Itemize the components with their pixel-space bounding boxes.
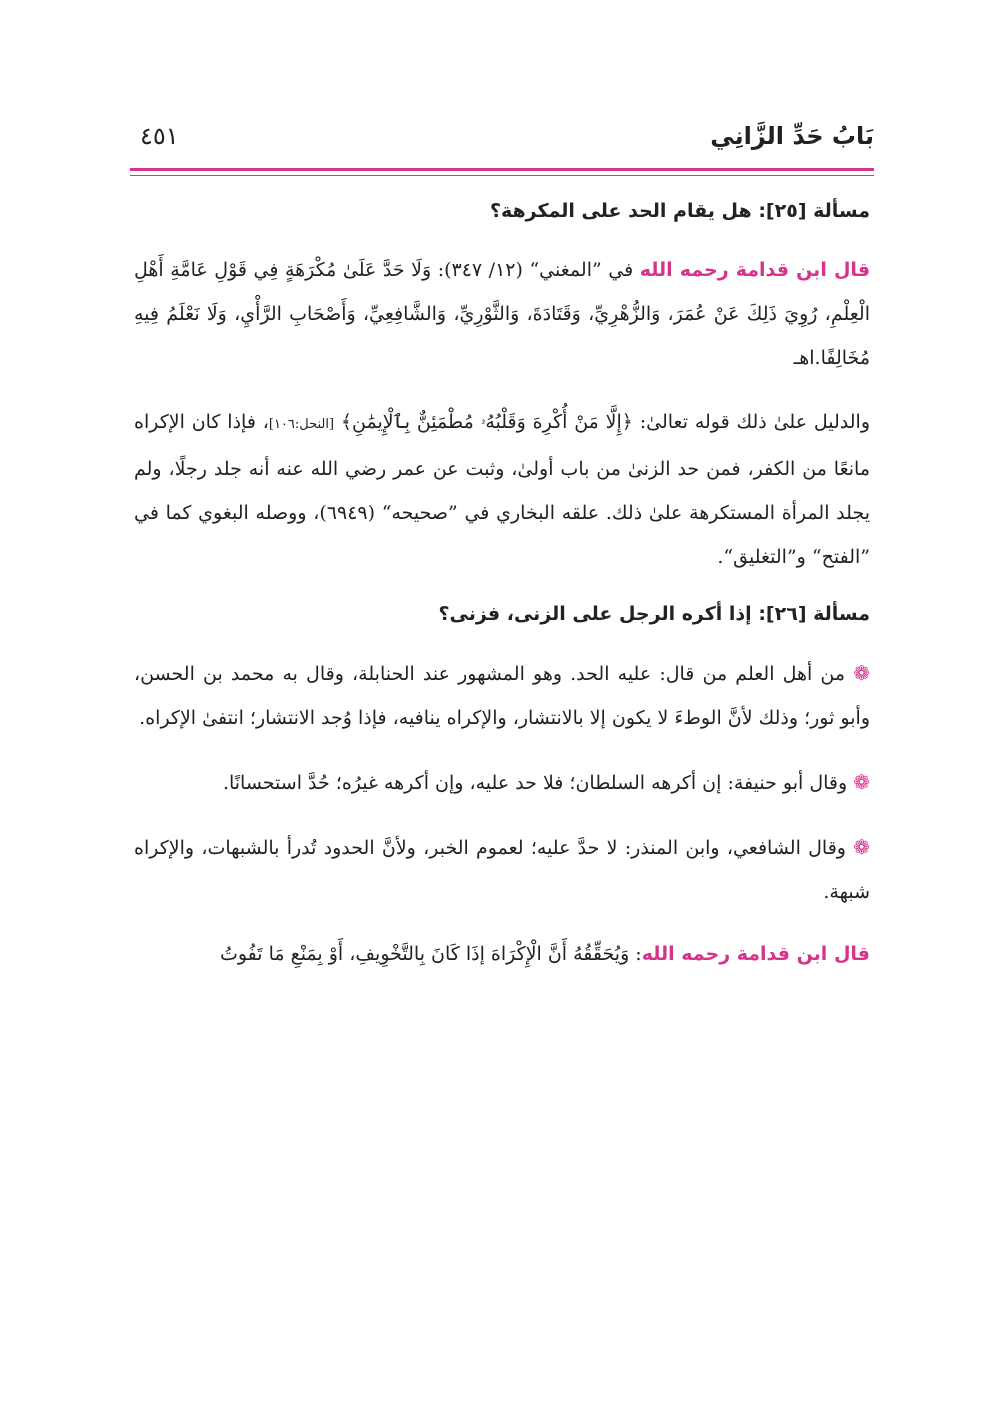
issue-label: مسألة [٢٦]: <box>758 603 870 625</box>
quote-text: : وَيُحَقِّقُهُ أَنَّ الْإِكْرَاهَ إذَا كَانَ بِالتَّخْوِيفِ، أَوْ بِمَنْعِ مَا تَفُوتُ <box>219 943 642 965</box>
quote-paragraph <box>134 932 870 976</box>
issue-title: هل يقام الحد على المكرهة؟ <box>489 200 752 222</box>
evidence-text-continued: ، فإذا كان الإكراه مانعًا من الكفر، فمن حد الزنىٰ من باب أولىٰ، وثبت عن عمر رضي الله عنه أنه جلد رجلًا، ولم يجلد المرأة المستكرهة علىٰ ذلك. علقه البخاري في ”صحيحه“ (٦٩٤٩)، ووصله البغوي كما في ”الفتح“ و”التغليق“. <box>134 411 871 568</box>
opinion-item <box>134 651 870 740</box>
issue-label: مسألة [٢٥]: <box>758 200 870 222</box>
quote-paragraph <box>134 248 870 380</box>
flower-bullet-icon: ❁ <box>853 770 870 794</box>
page-header <box>130 122 874 168</box>
running-title: بَابُ حَدِّ الزَّانِي <box>710 122 874 150</box>
header-rule-thick <box>130 168 874 171</box>
opinion-text: وقال الشافعي، وابن المنذر: لا حدَّ عليه؛ لعموم الخبر، ولأنَّ الحدود تُدرأ بالشبهات، والإكراه شبهة. <box>134 837 870 903</box>
opinion-item <box>134 760 870 805</box>
issue-heading-25 <box>134 196 870 226</box>
evidence-paragraph <box>134 400 870 579</box>
header-rule-thin <box>130 175 874 176</box>
quoted-author: قال ابن قدامة رحمه الله <box>639 259 871 281</box>
opinion-text: من أهل العلم من قال: عليه الحد. وهو المشهور عند الحنابلة، وقال به محمد بن الحسن، وأبو ثور؛ وذلك لأنَّ الوطءَ لا يكون إلا بالانتشار، والإكراه ينافيه، فإذا وُجد الانتشار؛ انتفىٰ الإكراه. <box>134 663 870 729</box>
verse-reference: [النحل:١٠٦] <box>268 417 335 432</box>
opinion-item <box>134 825 870 914</box>
quote-text: في ”المغني“ (١٢/ ٣٤٧): وَلَا حَدَّ عَلَىٰ مُكْرَهَةٍ فِي قَوْلِ عَامَّةِ أَهْلِ الْعِلْمِ، رُوِيَ ذَلِكَ عَنْ عُمَرَ، وَالزُّهْرِيِّ، وَقَتَادَةَ، وَالثَّوْرِيِّ، وَالشَّافِعِيِّ، وَأَصْحَابِ الرَّأْيِ، وَلَا نَعْلَمُ فِيهِ مُخَالِفًا.اهـ <box>134 259 870 369</box>
flower-bullet-icon: ❁ <box>853 835 870 859</box>
quoted-author: قال ابن قدامة رحمه الله <box>641 943 870 965</box>
issue-heading-26 <box>134 599 870 629</box>
issue-title: إذا أكره الرجل على الزنى، فزنى؟ <box>438 603 752 625</box>
evidence-text: والدليل علىٰ ذلك قوله تعالىٰ: ﴿إِلَّا مَنْ أُكْرِهَ وَقَلْبُهُۥ مُطْمَئِنٌّ بِٱلْإِيمَٰنِ﴾ <box>334 411 870 433</box>
page-number: ٤٥١ <box>140 122 179 150</box>
flower-bullet-icon: ❁ <box>853 661 870 685</box>
opinion-text: وقال أبو حنيفة: إن أكرهه السلطان؛ فلا حد عليه، وإن أكرهه غيرُه؛ حُدَّ استحسانًا. <box>222 772 848 794</box>
page-body <box>134 196 870 996</box>
